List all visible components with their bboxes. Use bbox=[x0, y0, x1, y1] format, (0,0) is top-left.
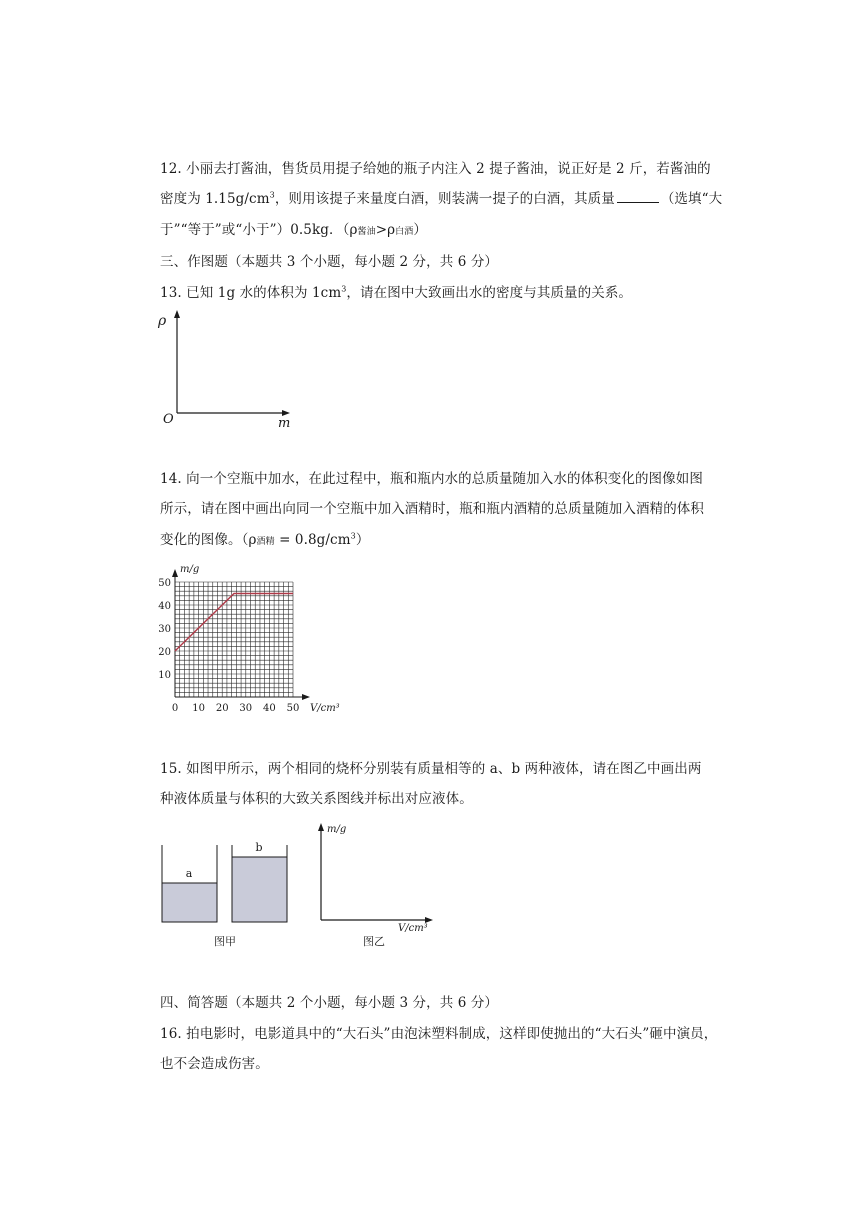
superscript: 3 bbox=[350, 531, 356, 541]
axis-label-rho: ρ bbox=[158, 313, 167, 329]
subscript: 酱油 bbox=[357, 227, 376, 237]
superscript: 3 bbox=[269, 190, 275, 200]
q16-line-1: 16. 拍电影时，电影道具中的“大石头”由泡沫塑料制成，这样即使抛出的“大石头”砸中演员， bbox=[160, 1026, 718, 1042]
q13-axes[interactable] bbox=[150, 305, 300, 430]
q12-text: 于”“等于”或“小于”）0.5kg．（ρ bbox=[160, 222, 358, 238]
x-tick-label: 40 bbox=[263, 703, 276, 714]
chart-grid bbox=[175, 582, 293, 697]
axis-label-mg: m/g bbox=[327, 824, 347, 835]
y-tick-label: 20 bbox=[158, 647, 171, 658]
y-tick-label: 40 bbox=[158, 601, 171, 612]
q14-line-2: 所示，请在图中画出向同一个空瓶中加入酒精时，瓶和瓶内酒精的总质量随加入酒精的体积 bbox=[160, 501, 704, 517]
q15-line-1: 15. 如图甲所示，两个相同的烧杯分别装有质量相等的 a、b 两种液体，请在图乙中画出两 bbox=[160, 761, 702, 777]
y-axis-arrow bbox=[318, 823, 324, 831]
q15-figure-jia bbox=[155, 835, 295, 930]
caption-figure-jia: 图甲 bbox=[214, 935, 236, 948]
q13-text-part: ，请在图中大致画出水的密度与其质量的关系。 bbox=[346, 285, 633, 301]
q12-text: 密度为 1.15g/cm bbox=[160, 191, 270, 207]
x-tick-label: 0 bbox=[171, 703, 179, 714]
q12-line-2 bbox=[160, 190, 722, 208]
answer-blank[interactable] bbox=[617, 190, 659, 203]
q15-figure-yi[interactable] bbox=[310, 818, 440, 933]
q14-text: ） bbox=[355, 532, 370, 548]
q12-text: ，则用该提子来量度白酒，则装满一提子的白酒，其质量 bbox=[274, 191, 615, 207]
q13-text-part: 13. 已知 1g 水的体积为 1cm bbox=[160, 285, 342, 301]
liquid-a bbox=[162, 883, 217, 922]
beaker-b-label: b bbox=[255, 841, 263, 854]
section-heading: 四、简答题（本题共 2 个小题，每小题 3 分，共 6 分） bbox=[160, 995, 499, 1011]
q13-text bbox=[160, 284, 632, 302]
q12-line-1: 12. 小丽去打酱油，售货员用提子给她的瓶子内注入 2 提子酱油，说正好是 2 斤，若酱油的 bbox=[160, 161, 711, 177]
q14-line-1: 14. 向一个空瓶中加水，在此过程中，瓶和瓶内水的总质量随加入水的体积变化的图像如图 bbox=[160, 471, 703, 487]
chart-x-arrow bbox=[302, 694, 310, 700]
origin-label: O bbox=[163, 412, 174, 427]
q14-text: 变化的图像。（ρ bbox=[160, 532, 257, 548]
section-heading: 三、作图题（本题共 3 个小题，每小题 2 分，共 6 分） bbox=[160, 254, 499, 270]
chart-xlabel: V/cm³ bbox=[310, 703, 340, 714]
y-tick-label: 10 bbox=[158, 670, 171, 681]
q12-line-3 bbox=[160, 221, 427, 241]
q12-text: ） bbox=[413, 222, 427, 238]
q14-line-3 bbox=[160, 531, 369, 551]
x-tick-label: 30 bbox=[239, 703, 253, 714]
axis-label-vcm3: V/cm³ bbox=[398, 923, 428, 933]
q14-text: = 0.8g/cm bbox=[274, 532, 351, 548]
y-tick-label: 30 bbox=[158, 624, 171, 635]
caption-figure-yi: 图乙 bbox=[363, 935, 385, 948]
axis-label-m: m bbox=[278, 416, 291, 430]
series-line bbox=[175, 594, 293, 652]
chart-series bbox=[175, 594, 293, 652]
subscript: 白酒 bbox=[395, 227, 414, 237]
q12-text: >ρ bbox=[375, 222, 396, 238]
liquid-b bbox=[232, 857, 287, 922]
q16-line-2: 也不会造成伤害。 bbox=[160, 1056, 269, 1072]
subscript: 酒精 bbox=[256, 537, 275, 547]
q15-line-2: 种液体质量与体积的大致关系图线并标出对应液体。 bbox=[160, 791, 473, 807]
y-tick-label: 50 bbox=[158, 578, 171, 589]
q12-text: （选填“大 bbox=[660, 191, 723, 207]
q14-grid-chart[interactable] bbox=[150, 560, 340, 715]
chart-y-arrow bbox=[172, 569, 178, 577]
x-tick-label: 10 bbox=[192, 703, 205, 714]
x-tick-label: 50 bbox=[286, 703, 300, 714]
y-axis-arrow bbox=[174, 310, 180, 318]
x-tick-label: 20 bbox=[215, 703, 229, 714]
chart-ylabel: m/g bbox=[180, 564, 200, 575]
beaker-a-label: a bbox=[185, 867, 193, 880]
superscript: 3 bbox=[341, 284, 347, 294]
